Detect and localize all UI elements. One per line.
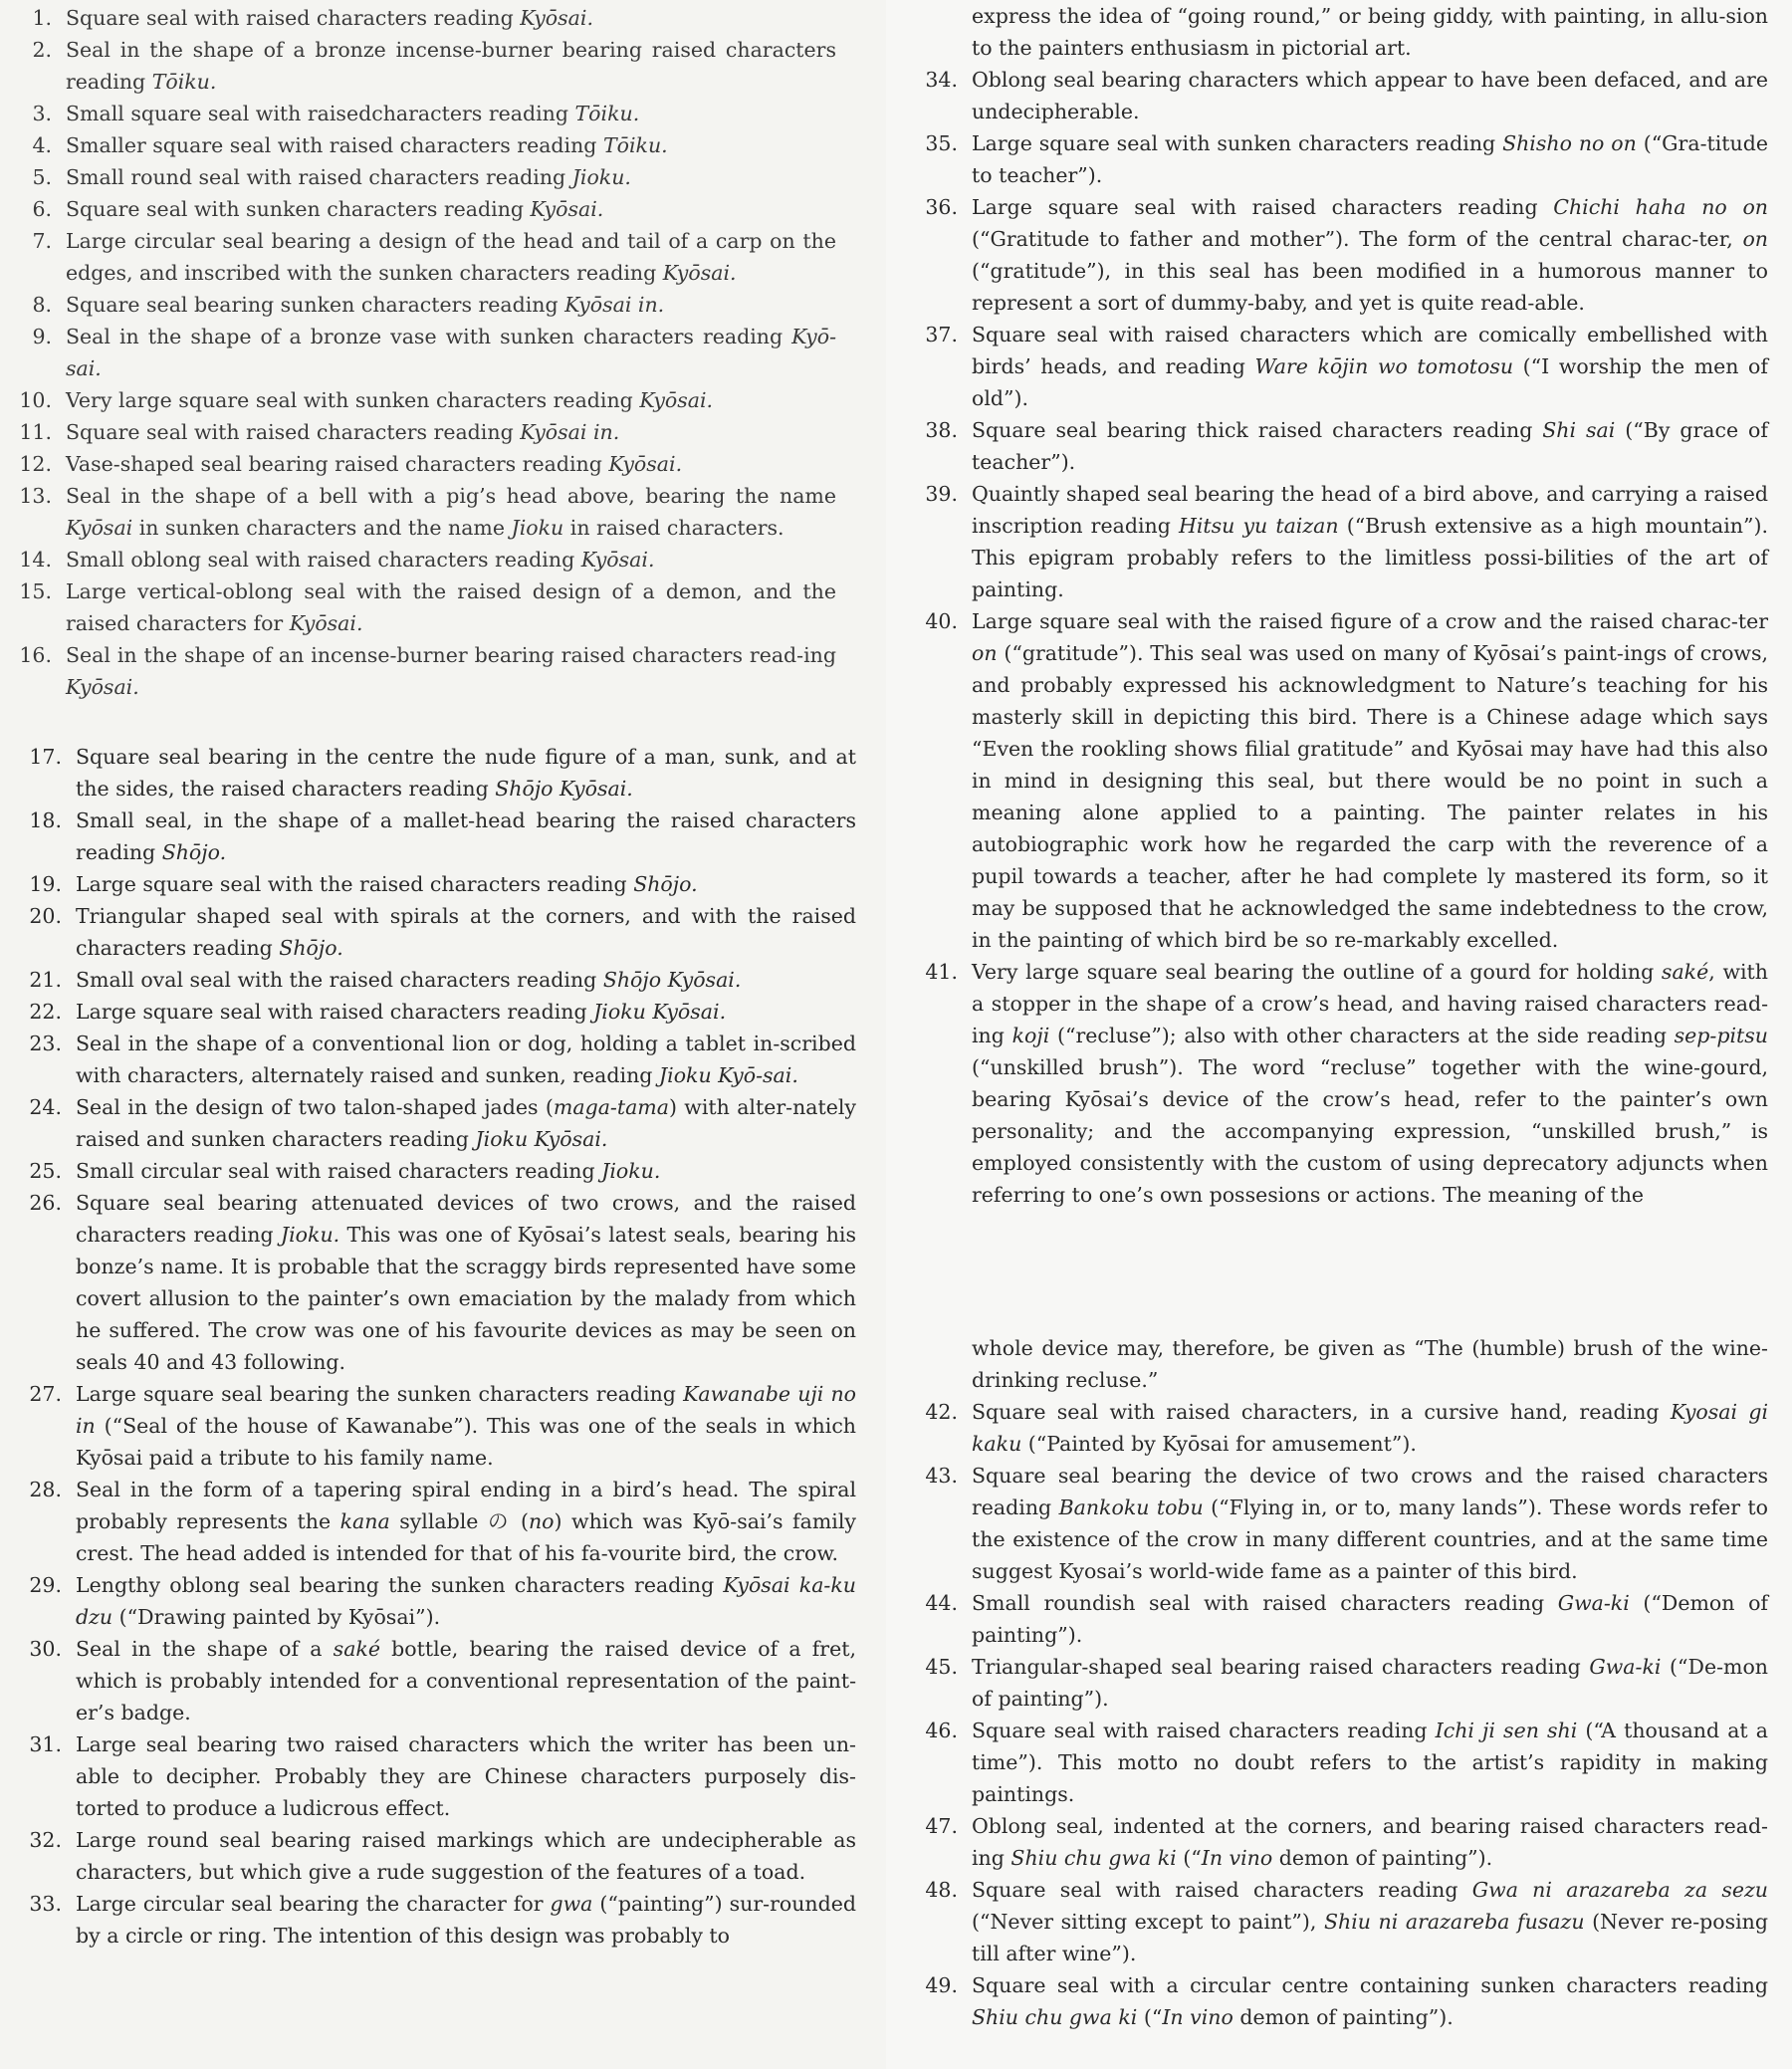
seal-entry	[32, 129, 836, 161]
entry-number: 28.	[29, 1478, 62, 1501]
entry-text: Square seal bearing thick raised characters reading Shi sai (“By grace of teacher”).	[972, 418, 1768, 474]
entry-text: Very large square seal with sunken characters reading Kyōsai.	[66, 388, 714, 412]
seal-entry	[29, 1569, 856, 1633]
seal-list-41-49	[925, 1332, 1769, 2033]
entry-number: 39.	[925, 482, 958, 506]
seal-entry	[29, 741, 856, 805]
entry-text: Large square seal with the raised figure of a crow and the raised charac-ter on (“gratitude”). This seal was used on many of Kyōsai’s paint-ings of crows, and probably expressed his acknowledgment to Nature’s teaching for his masterly skill in depicting this bird. There is a Chinese adage which says “Even the rookling shows filial gratitude” and Kyōsai may have had this also in mind in designing this seal, but there would be no point in such a meaning alone applied to a painting. The painter relates in his autobiographic work how he regarded the carp with the reverence of a pupil towards a teacher, after he had complete ly mastered its form, so it may be supposed that he acknowledged the same indebtedness to the crow, in the painting of which bird be so re-markably excelled.	[972, 609, 1768, 952]
seal-list-33-41	[925, 0, 1769, 1211]
entry-text: Seal in the shape of a bronze vase with sunken characters reading Kyō-sai.	[66, 325, 836, 380]
seal-entry	[925, 1715, 1768, 1810]
entry-text: Square seal with raised characters reading Kyōsai in.	[66, 420, 620, 444]
seal-entry	[925, 956, 1769, 1211]
entry-text: Square seal bearing sunken characters reading Kyōsai in.	[66, 293, 665, 317]
entry-text: whole device may, therefore, be given as “The (humble) brush of the wine-drinking recluse.”	[972, 1336, 1768, 1392]
entry-number: 4.	[32, 133, 52, 157]
entry-text: Triangular shaped seal with spirals at the corners, and with the raised characters reading Shōjo.	[76, 904, 856, 960]
entry-number: 9.	[32, 325, 52, 348]
entry-number: 30.	[29, 1637, 62, 1661]
entry-text: Small oval seal with the raised characters reading Shōjo Kyōsai.	[76, 968, 742, 992]
entry-text: Large circular seal bearing the character for gwa (“painting”) sur-rounded by a circle or ring. The intention of this design was probably to	[76, 1892, 856, 1948]
entry-text: Large square seal with the raised characters reading Shōjo.	[76, 872, 698, 896]
entry-text: Seal in the shape of a conventional lion or dog, holding a tablet in-scribed with characters, alternately raised and sunken, reading Jioku Kyō-sai.	[76, 1032, 856, 1087]
entry-text: Large circular seal bearing a design of the head and tail of a carp on the edges, and inscribed with the sunken characters reading Kyōsai.	[66, 229, 836, 285]
entry-number: 26.	[29, 1191, 62, 1215]
seal-entry	[29, 868, 856, 900]
seal-entry	[19, 639, 836, 703]
entry-number: 46.	[925, 1719, 958, 1742]
seal-entry	[925, 478, 1768, 605]
seal-entry	[32, 321, 836, 384]
seal-entry	[925, 414, 1768, 478]
entry-text: Large square seal bearing the sunken characters reading Kawanabe uji no in (“Seal of the house of Kawanabe”). This was one of the seals in which Kyōsai paid a tribute to his family name.	[76, 1382, 856, 1470]
seal-entry	[19, 384, 836, 416]
entry-text: Square seal with raised characters which are comically embellished with birds’ heads, and reading Ware kōjin wo tomotosu (“I worship the men of old”).	[972, 323, 1768, 410]
seal-entry	[925, 1651, 1768, 1715]
seal-entry	[925, 319, 1768, 414]
seal-list-17-33	[29, 741, 857, 1952]
seal-list-1-16	[19, 2, 836, 703]
entry-number: 10.	[19, 388, 52, 412]
seal-entry	[29, 1474, 856, 1569]
seal-entry	[29, 1888, 856, 1952]
seal-entry	[29, 1824, 856, 1888]
entry-text: Large round seal bearing raised markings which are undecipherable as characters, but which give a rude suggestion of the features of a toad.	[76, 1828, 856, 1884]
left-column	[0, 0, 876, 2069]
entry-text: Smaller square seal with raised characters reading Tōiku.	[66, 133, 668, 157]
entry-text: Vase-shaped seal bearing raised characters reading Kyōsai.	[66, 452, 683, 476]
entry-number: 6.	[32, 197, 52, 221]
seal-entry	[19, 480, 836, 544]
entry-number: 7.	[32, 229, 52, 253]
entry-number: 17.	[29, 745, 62, 769]
entry-number: 29.	[29, 1573, 62, 1597]
entry-number: 19.	[29, 872, 62, 896]
seal-entry	[29, 1028, 856, 1091]
seal-entry	[925, 1587, 1769, 1651]
entry-number: 23.	[29, 1032, 62, 1055]
entry-number: 41.	[925, 960, 958, 984]
entry-number: 45.	[925, 1655, 958, 1679]
entry-text: Seal in the shape of a bell with a pig’s head above, bearing the name Kyōsai in sunken characters and the name Jioku in raised characters.	[66, 484, 836, 540]
entry-text: Lengthy oblong seal bearing the sunken characters reading Kyōsai ka-ku dzu (“Drawing painted by Kyōsai”).	[76, 1573, 856, 1629]
entry-text: Square seal with sunken characters reading Kyōsai.	[66, 197, 604, 221]
entry-number: 1.	[32, 6, 52, 30]
entry-text: Large square seal with raised characters reading Jioku Kyōsai.	[76, 1000, 727, 1024]
entry-text: Seal in the shape of an incense-burner bearing raised characters read-ing Kyōsai.	[66, 643, 836, 699]
entry-number: 44.	[925, 1591, 958, 1615]
entry-number: 38.	[925, 418, 958, 442]
seal-entry	[29, 964, 856, 996]
entry-text: Seal in the design of two talon-shaped jades (maga-tama) with alter-nately raised and sunken characters reading Jioku Kyōsai.	[76, 1095, 857, 1151]
seal-entry	[29, 1091, 857, 1155]
entry-text: Seal in the shape of a bronze incense-burner bearing raised characters reading Tōiku.	[66, 38, 836, 94]
entry-number: 2.	[32, 38, 52, 62]
entry-number: 43.	[925, 1464, 958, 1488]
seal-entry	[29, 996, 856, 1028]
seal-entry	[29, 1187, 856, 1378]
entry-number: 5.	[32, 165, 52, 189]
entry-number: 32.	[29, 1828, 62, 1852]
entry-number: 33.	[29, 1892, 62, 1916]
seal-entry	[29, 1378, 856, 1474]
entry-number: 15.	[19, 579, 52, 603]
seal-entry	[972, 1332, 1768, 1396]
entry-text: Small seal, in the shape of a mallet-head bearing the raised characters reading Shōjo.	[76, 808, 856, 864]
entry-number: 11.	[19, 420, 52, 444]
seal-entry	[19, 544, 836, 575]
seal-entry	[19, 575, 836, 639]
entry-number: 25.	[29, 1159, 62, 1183]
entry-text: Large vertical-oblong seal with the raised design of a demon, and the raised characters for Kyōsai.	[66, 579, 836, 635]
entry-text: Oblong seal bearing characters which appear to have been defaced, and are undecipherable.	[972, 68, 1768, 123]
entry-text: Small roundish seal with raised characters reading Gwa-ki (“Demon of painting”).	[972, 1591, 1769, 1647]
entry-text: Square seal bearing the device of two crows and the raised characters reading Bankoku tobu (“Flying in, or to, many lands”). These words refer to the existence of the crow in many different countries, and at the same time suggest Kyosai’s world-wide fame as a painter of this bird.	[972, 1464, 1768, 1583]
seal-entry	[29, 1155, 856, 1187]
entry-number: 48.	[925, 1878, 958, 1902]
entry-text: Small circular seal with raised characters reading Jioku.	[76, 1159, 661, 1183]
seal-entry	[32, 2, 836, 34]
seal-entry	[29, 1633, 856, 1728]
entry-text: Square seal with raised characters reading Kyōsai.	[66, 6, 593, 30]
seal-entry	[29, 805, 856, 868]
entry-text: Oblong seal, indented at the corners, and bearing raised characters read-ing Shiu chu gwa ki (“In vino demon of painting”).	[972, 1814, 1768, 1870]
seal-entry	[925, 127, 1768, 191]
seal-entry	[29, 900, 856, 964]
entry-text: Square seal with raised characters, in a cursive hand, reading Kyosai gi kaku (“Painted by Kyōsai for amusement”).	[972, 1400, 1769, 1456]
seal-entry	[925, 1396, 1769, 1460]
seal-entry	[32, 193, 836, 225]
entry-text: Square seal bearing in the centre the nude figure of a man, sunk, and at the sides, the raised characters reading Shōjo Kyōsai.	[76, 745, 856, 801]
entry-number: 24.	[29, 1095, 62, 1119]
seal-entry	[925, 1969, 1768, 2033]
entry-number: 36.	[925, 195, 958, 219]
seal-entry	[32, 225, 836, 289]
entry-number: 22.	[29, 1000, 62, 1024]
entry-number: 47.	[925, 1814, 958, 1838]
entry-text: Square seal with a circular centre containing sunken characters reading Shiu chu gwa ki (“In vino demon of painting”).	[972, 1973, 1768, 2029]
entry-number: 13.	[19, 484, 52, 508]
seal-entry	[972, 0, 1768, 64]
entry-number: 16.	[19, 643, 52, 667]
entry-text: Quaintly shaped seal bearing the head of a bird above, and carrying a raised inscription reading Hitsu yu taizan (“Brush extensive as a high mountain”). This epigram probably refers to the limitless possi-bilities of the art of painting.	[972, 482, 1768, 601]
entry-number: 37.	[925, 323, 958, 346]
seal-entry	[29, 1728, 856, 1824]
entry-number: 42.	[925, 1400, 958, 1424]
entry-text: Square seal with raised characters reading Ichi ji sen shi (“A thousand at a time”). This motto no doubt refers to the artist’s rapidity in making paintings.	[972, 1719, 1768, 1806]
seal-entry	[925, 191, 1768, 319]
seal-entry	[32, 34, 836, 98]
entry-text: Small oblong seal with raised characters reading Kyōsai.	[66, 548, 655, 572]
seal-entry	[925, 1874, 1768, 1969]
seal-entry	[19, 448, 836, 480]
entry-number: 3.	[32, 102, 52, 125]
entry-text: Triangular-shaped seal bearing raised characters reading Gwa-ki (“De-mon of painting”).	[972, 1655, 1768, 1711]
entry-number: 20.	[29, 904, 62, 928]
entry-text: Square seal with raised characters reading Gwa ni arazareba za sezu (“Never sitting except to paint”), Shiu ni arazareba fusazu (Never re-posing till after wine”).	[972, 1878, 1768, 1965]
entry-text: Small square seal with raisedcharacters reading Tōiku.	[66, 102, 640, 125]
entry-text: Large square seal with raised characters reading Chichi haha no on (“Gratitude to father and mother”). The form of the central charac-ter, on (“gratitude”), in this seal has been modified in a humorous manner to represent a sort of dummy-baby, and yet is quite read-able.	[972, 195, 1768, 315]
entry-text: Square seal bearing attenuated devices of two crows, and the raised characters reading Jioku. This was one of Kyōsai’s latest seals, bearing his bonze’s name. It is probable that the scraggy birds represented have some covert allusion to the painter’s own emaciation by the malady from which he suffered. The crow was one of his favourite devices as may be seen on seals 40 and 43 following.	[76, 1191, 856, 1374]
seal-entry	[925, 64, 1768, 127]
entry-number: 34.	[925, 68, 958, 92]
seal-entry	[32, 289, 836, 321]
right-column	[886, 0, 1792, 2069]
seal-entry	[925, 605, 1768, 956]
entry-number: 49.	[925, 1973, 958, 1997]
entry-text: Seal in the form of a tapering spiral ending in a bird’s head. The spiral probably represents the kana syllable の (no) which was Kyō-sai’s family crest. The head added is intended for that of his fa-vourite bird, the crow.	[76, 1478, 856, 1565]
entry-number: 18.	[29, 808, 62, 832]
entry-number: 40.	[925, 609, 958, 633]
entry-number: 8.	[32, 293, 52, 317]
entry-number: 31.	[29, 1732, 62, 1756]
seal-entry	[32, 161, 836, 193]
entry-number: 12.	[19, 452, 52, 476]
entry-text: Large seal bearing two raised characters which the writer has been un-able to decipher. Probably they are Chinese characters purposely dis-torted to produce a ludicrous effect.	[76, 1732, 856, 1820]
entry-text: express the idea of “going round,” or being giddy, with painting, in allu-sion to the painters enthusiasm in pictorial art.	[972, 4, 1768, 60]
entry-text: Large square seal with sunken characters reading Shisho no on (“Gra-titude to teacher”).	[972, 131, 1768, 187]
entry-number: 21.	[29, 968, 62, 992]
entry-number: 14.	[19, 548, 52, 572]
entry-text: Seal in the shape of a saké bottle, bearing the raised device of a fret, which is probably intended for a conventional representation of the paint-er’s badge.	[76, 1637, 856, 1724]
entry-number: 35.	[925, 131, 958, 155]
seal-entry	[925, 1810, 1768, 1874]
seal-entry	[925, 1460, 1768, 1587]
entry-number: 27.	[29, 1382, 62, 1406]
seal-entry	[32, 98, 836, 129]
seal-entry	[19, 416, 836, 448]
entry-text: Small round seal with raised characters reading Jioku.	[66, 165, 631, 189]
entry-text: Very large square seal bearing the outline of a gourd for holding saké, with a stopper in the shape of a crow’s head, and having raised characters read-ing koji (“recluse”); also with other characters at the side reading sep-pitsu (“unskilled brush”). The word “recluse” together with the wine-gourd, bearing Kyōsai’s device of the crow’s head, refer to the painter’s own personality; and the accompanying expression, “unskilled brush,” is employed consistently with the custom of using deprecatory adjuncts when referring to one’s own possesions or actions. The meaning of the	[972, 960, 1769, 1207]
